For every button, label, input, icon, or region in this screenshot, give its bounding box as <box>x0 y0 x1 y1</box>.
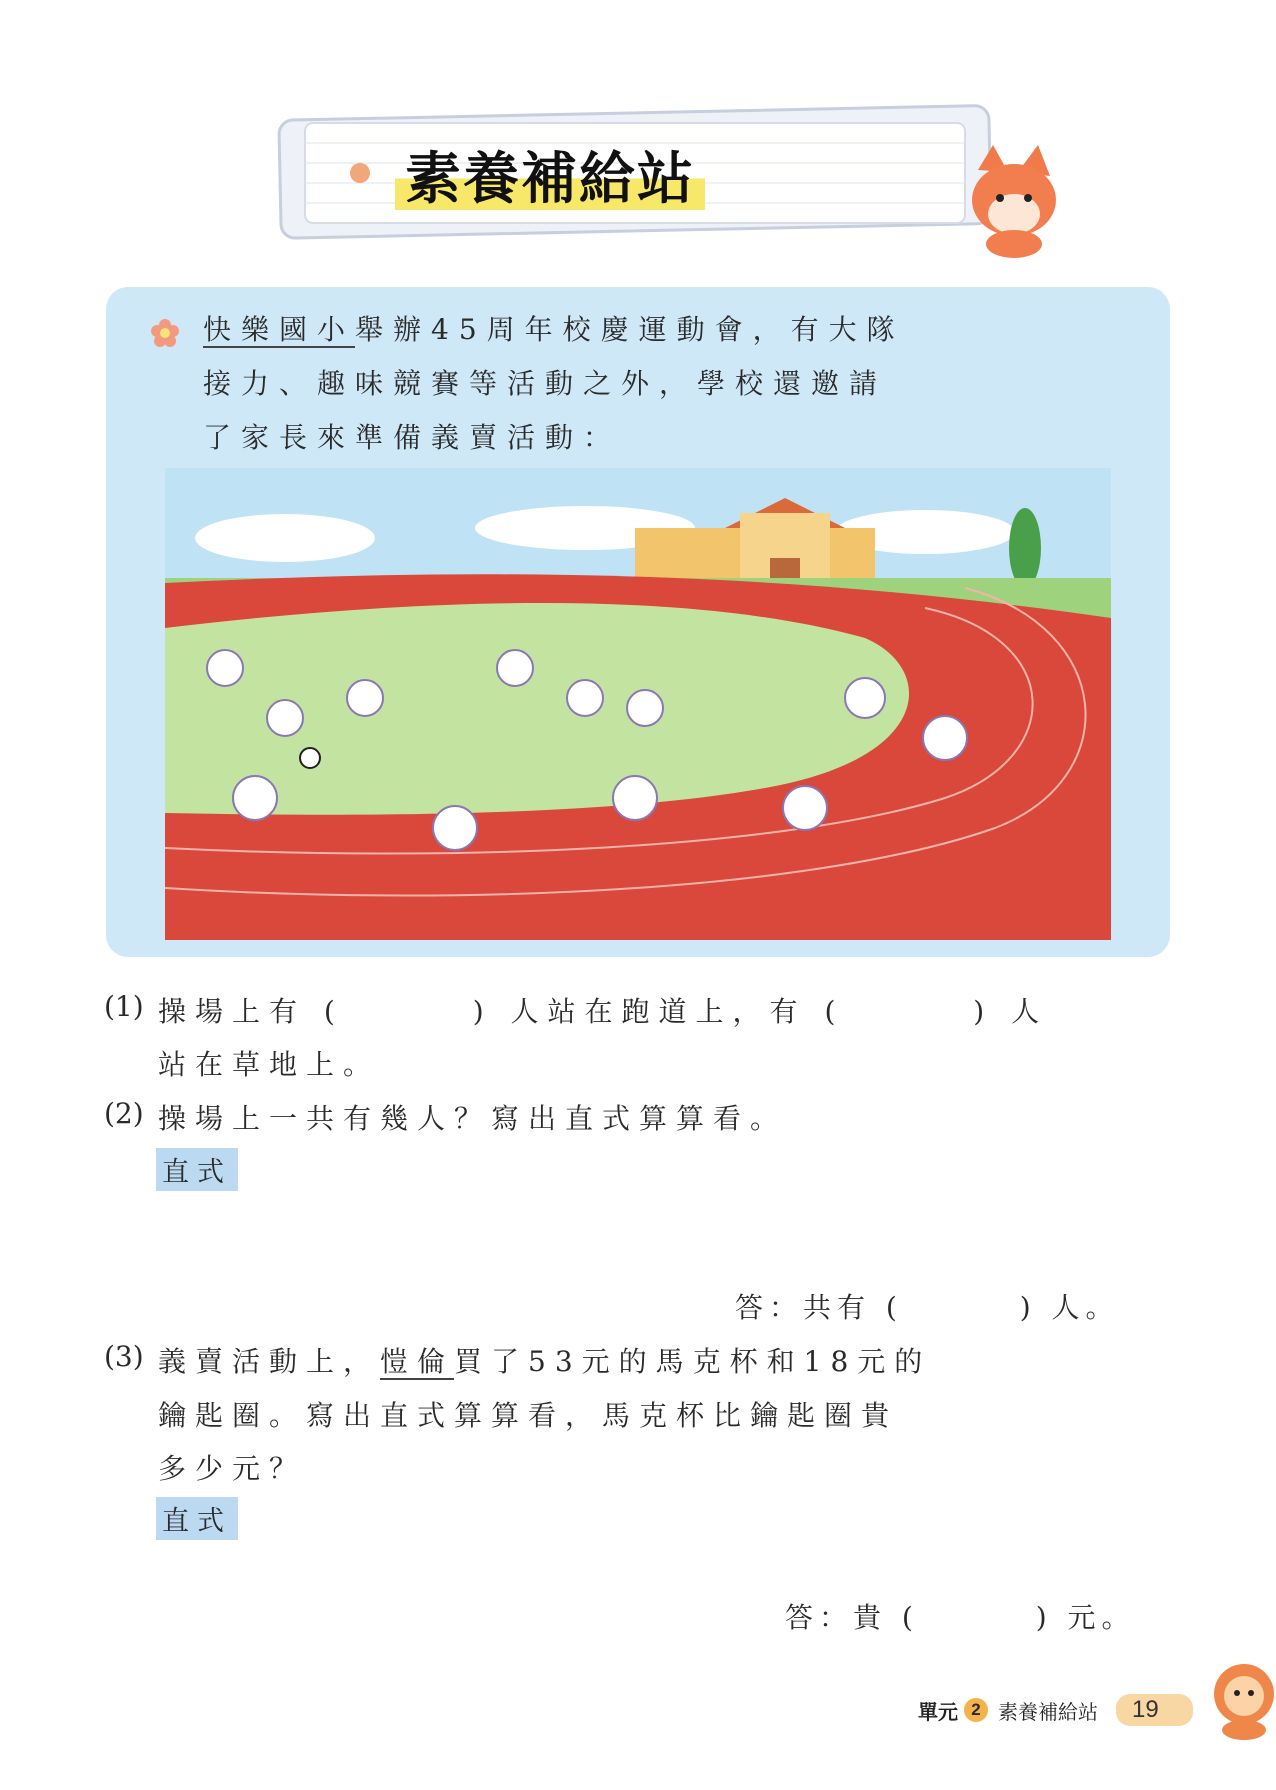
question-3-answer: 答：貴 ( ) 元。 <box>785 1601 1136 1634</box>
question-3-line-1 <box>158 1340 931 1380</box>
unit-title: 素養補給站 <box>998 1701 1098 1724</box>
page-number: 19 <box>1116 1694 1193 1726</box>
question-3-line-3: 多少元？ <box>158 1452 307 1485</box>
intro-line-2: 接力、趣味競賽等活動之外，學校還邀請 <box>203 367 888 400</box>
unit-label: 單元 <box>918 1701 958 1724</box>
question-2-answer: 答：共有 ( ) 人。 <box>735 1291 1120 1324</box>
question-3-line-1-pre: 義賣活動上， <box>158 1345 381 1378</box>
question-1-line-2: 站在草地上。 <box>158 1048 381 1081</box>
question-3-line-1-post: 買了53元的馬克杯和18元的 <box>454 1345 932 1378</box>
question-1-line-1: 操場上有 ( ) 人站在跑道上，有 ( ) 人 <box>158 995 1049 1028</box>
question-2-number: (2) <box>104 1097 144 1130</box>
lion-mascot <box>1206 1660 1276 1740</box>
question-3-number: (3) <box>104 1340 144 1373</box>
school-name: 快樂國小 <box>203 313 356 346</box>
fox-mascot <box>958 140 1068 260</box>
title-text: 素養補給站 <box>405 146 695 212</box>
vertical-form-label: 直式 <box>156 1148 238 1191</box>
question-2-line-1: 操場上一共有幾人？寫出直式算算看。 <box>158 1102 788 1135</box>
question-3-line-2: 鑰匙圈。寫出直式算算看，馬克杯比鑰匙圈貴 <box>158 1399 899 1432</box>
intro-line-1-text: 舉辦45周年校慶運動會，有大隊 <box>355 313 905 346</box>
page-footer <box>918 1692 1193 1728</box>
intro-line-3: 了家長來準備義賣活動： <box>203 421 622 454</box>
page-title <box>395 140 705 210</box>
person-name: 愷倫 <box>380 1345 455 1378</box>
question-1-number: (1) <box>104 990 144 1023</box>
flower-icon <box>150 318 180 348</box>
unit-number-badge: 2 <box>964 1698 988 1722</box>
vertical-form-label-2: 直式 <box>156 1497 238 1540</box>
intro-line-1 <box>203 308 905 348</box>
sports-field-illustration <box>165 468 1111 940</box>
